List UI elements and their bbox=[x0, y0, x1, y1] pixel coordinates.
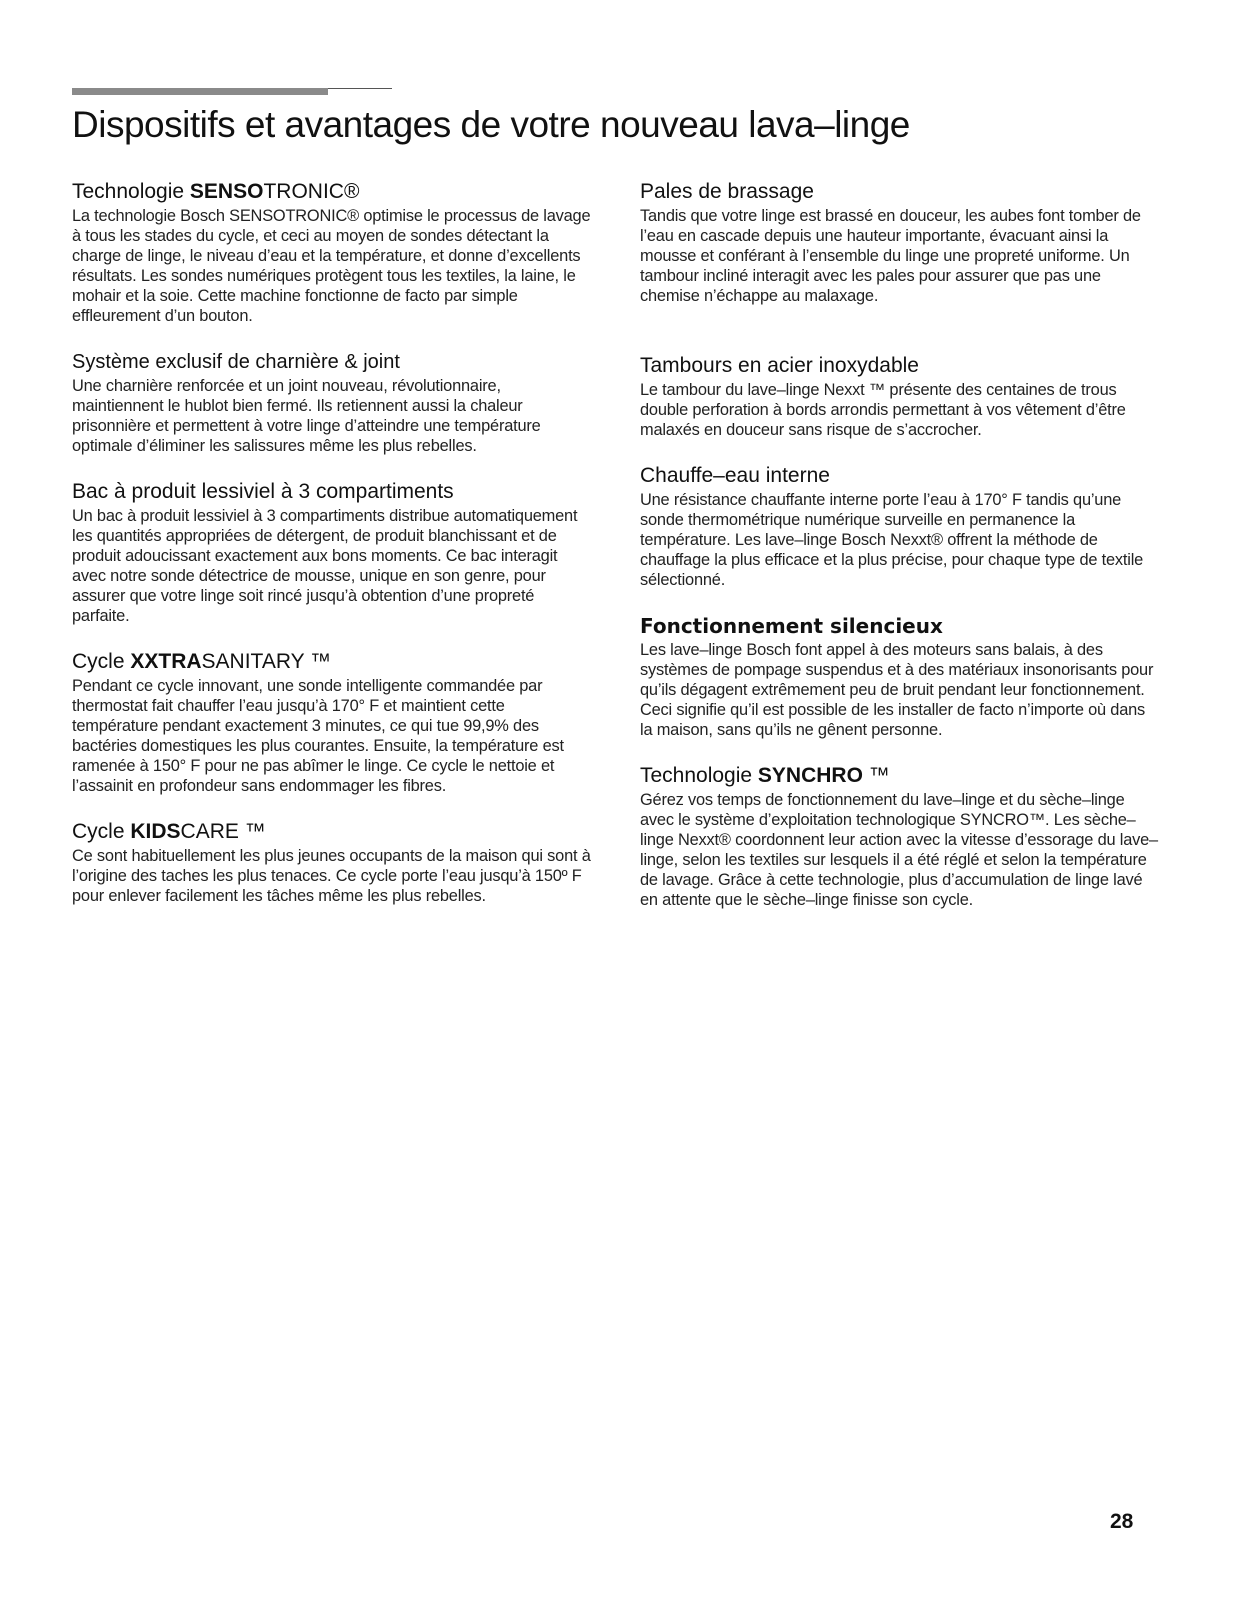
section-kidscare bbox=[72, 818, 592, 906]
section-body: La technologie Bosch SENSOTRONIC® optimise le processus de lavage à tous les stades du cycle, et ceci au moyen de sondes détectant la charge de linge, le niveau d’eau et la température, et donne d’excellents résultats. Les sondes numériques protègent tous les textiles, la laine, le mohair et la soie. Cette machine fonctionne de facto par simple effleurement d’un bouton. bbox=[72, 207, 591, 325]
section-body: Tandis que votre linge est brassé en douceur, les aubes font tomber de l’eau en cascade depuis une hauteur importante, évacuant ainsi la mousse et conférant à l’ensemble du linge une propreté uniforme. Un tambour incliné interagit avec les pales pour assurer que pas une chemise n’échappe au malaxage. bbox=[640, 207, 1141, 305]
section-internal-heater bbox=[640, 462, 1160, 590]
section-heading: Cycle KIDSCARE ™ bbox=[72, 820, 266, 843]
section-heading: Chauffe–eau interne bbox=[640, 464, 830, 487]
section-heading: Technologie SENSOTRONIC® bbox=[72, 180, 360, 203]
section-hinge-seal bbox=[72, 348, 592, 456]
section-heading: Pales de brassage bbox=[640, 180, 814, 203]
section-body: Le tambour du lave–linge Nexxt ™ présente des centaines de trous double perforation à bords arrondis permettant à vos vêtement d’être malaxés en douceur sans risque de s’accrocher. bbox=[640, 381, 1126, 439]
section-heading: Fonctionnement silencieux bbox=[640, 614, 943, 638]
section-heading: Cycle XXTRASANITARY ™ bbox=[72, 650, 332, 673]
section-heading: Bac à produit lessiviel à 3 compartiments bbox=[72, 480, 454, 503]
section-body: Les lave–linge Bosch font appel à des moteurs sans balais, à des systèmes de pompage suspendus et à des matériaux insonorisants pour qu’ils dégagent extrêmement peu de bruit pendant leur fonctionnement. Ceci signifie qu’il est possible de les installer de facto n’importe où dans la maison, sans qu’ils ne gênent personne. bbox=[640, 641, 1154, 739]
section-body: Pendant ce cycle innovant, une sonde intelligente commandée par thermostat fait chauffer l’eau jusqu’à 170° F et maintient cette température pendant exactement 3 minutes, ce qui tue 99,9% des bactéries domestiques les plus courantes. Ensuite, la température est ramenée à 150° F pour ne pas abîmer le linge. Ce cycle le nettoie et l’assainit en profondeur sans endommager les fibres. bbox=[72, 677, 564, 795]
right-column bbox=[640, 178, 1160, 910]
section-synchro bbox=[640, 762, 1160, 910]
section-body: Une résistance chauffante interne porte l’eau à 170° F tandis qu’une sonde thermométrique numérique surveille en permanence la température. Les lave–linge Bosch Nexxt® offrent la méthode de chauffage la plus efficace et la plus précise, pour chaque type de textile sélectionné. bbox=[640, 491, 1144, 589]
section-body: Ce sont habituellement les plus jeunes occupants de la maison qui sont à l’origine des taches les plus tenaces. Ce cycle porte l’eau jusqu’à 150º F pour enlever facilement les tâches même les plus rebelles. bbox=[72, 847, 591, 905]
section-body: Gérez vos temps de fonctionnement du lave–linge et du sèche–linge avec le système d’exploitation technologique SYNCRO™. Les sèche–linge Nexxt® coordonnent leur action avec la vitesse d’essorage du lave–linge, selon les textiles sur lesquels il a été réglé et selon la température de lavage. Grâce à cette technologie, plus d’accumulation de linge lavé en attente que le sèche–linge finisse son cycle. bbox=[640, 791, 1158, 909]
header-rule-thick bbox=[72, 88, 328, 95]
page-title: Dispositifs et avantages de votre nouveau lava–linge bbox=[72, 104, 910, 145]
section-heading: Système exclusif de charnière & joint bbox=[72, 351, 400, 373]
section-detergent-dispenser bbox=[72, 478, 592, 626]
section-heading: Tambours en acier inoxydable bbox=[640, 354, 919, 377]
section-heading: Technologie SYNCHRO ™ bbox=[640, 764, 890, 787]
section-xxtra-sanitary bbox=[72, 648, 592, 796]
section-stainless-drum bbox=[640, 352, 1160, 440]
section-body: Une charnière renforcée et un joint nouveau, révolutionnaire, maintiennent le hublot bien fermé. Ils retiennent aussi la chaleur prisonnière et permettent à votre linge d’atteindre une température optimale d’éliminer les salissures même les plus rebelles. bbox=[72, 377, 541, 455]
left-column bbox=[72, 178, 592, 906]
section-quiet-operation bbox=[640, 612, 1160, 740]
section-paddles bbox=[640, 178, 1160, 306]
page-number: 28 bbox=[1110, 1510, 1134, 1533]
section-body: Un bac à produit lessiviel à 3 compartiments distribue automatiquement les quantités appropriées de détergent, de produit blanchissant et de produit adoucissant exactement aux bons moments. Ce bac interagit avec notre sonde détectrice de mousse, unique en son genre, pour assurer que votre linge soit rincé jusqu’à obtention d’une propreté parfaite. bbox=[72, 507, 578, 625]
section-sensotronic bbox=[72, 178, 592, 326]
